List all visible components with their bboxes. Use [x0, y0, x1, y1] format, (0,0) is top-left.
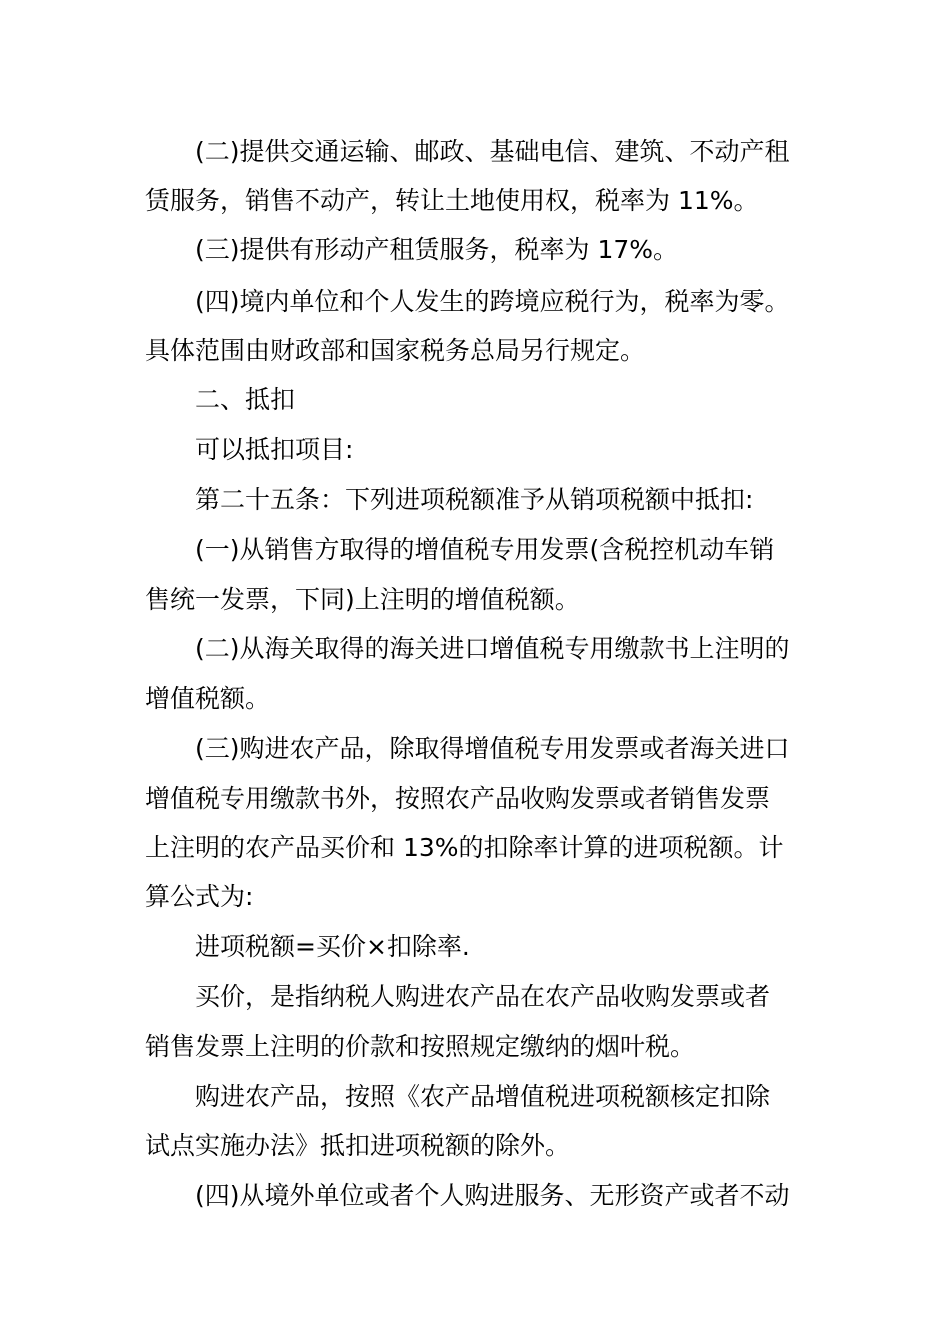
section-heading: 二、抵扣 — [195, 385, 296, 414]
text-line: (四)境内单位和个人发生的跨境应税行为，税率为零。 — [195, 287, 790, 316]
text-line: 购进农产品，按照《农产品增值税进项税额核定扣除 — [195, 1082, 771, 1111]
text-line: (三)提供有形动产租赁服务，税率为 17%。 — [195, 235, 679, 264]
text-line: 销售发票上注明的价款和按照规定缴纳的烟叶税。 — [145, 1032, 696, 1061]
text-line: 上注明的农产品买价和 13%的扣除率计算的进项税额。计 — [145, 833, 784, 862]
text-line: 售统一发票，下同)上注明的增值税额。 — [145, 585, 580, 614]
text-line: (一)从销售方取得的增值税专用发票(含税控机动车销 — [195, 535, 775, 564]
text-line: (二)提供交通运输、邮政、基础电信、建筑、不动产租 — [195, 137, 790, 166]
text-line: 具体范围由财政部和国家税务总局另行规定。 — [145, 336, 646, 365]
formula-line: 进项税额=买价×扣除率. — [195, 932, 470, 961]
text-line: 算公式为: — [145, 882, 254, 911]
text-line: 增值税额。 — [145, 684, 271, 713]
text-line: 试点实施办法》抵扣进项税额的除外。 — [145, 1131, 571, 1160]
article-heading: 第二十五条：下列进项税额准予从销项税额中抵扣: — [195, 485, 754, 514]
text-line: (三)购进农产品，除取得增值税专用发票或者海关进口 — [195, 734, 790, 763]
text-line: 增值税专用缴款书外，按照农产品收购发票或者销售发票 — [145, 784, 771, 813]
text-line: 买价，是指纳税人购进农产品在农产品收购发票或者 — [195, 982, 771, 1011]
text-line: (四)从境外单位或者个人购进服务、无形资产或者不动 — [195, 1181, 790, 1210]
text-line: 赁服务，销售不动产，转让土地使用权，税率为 11%。 — [145, 186, 759, 215]
text-line: (二)从海关取得的海关进口增值税专用缴款书上注明的 — [195, 634, 790, 663]
text-line: 可以抵扣项目: — [195, 435, 354, 464]
